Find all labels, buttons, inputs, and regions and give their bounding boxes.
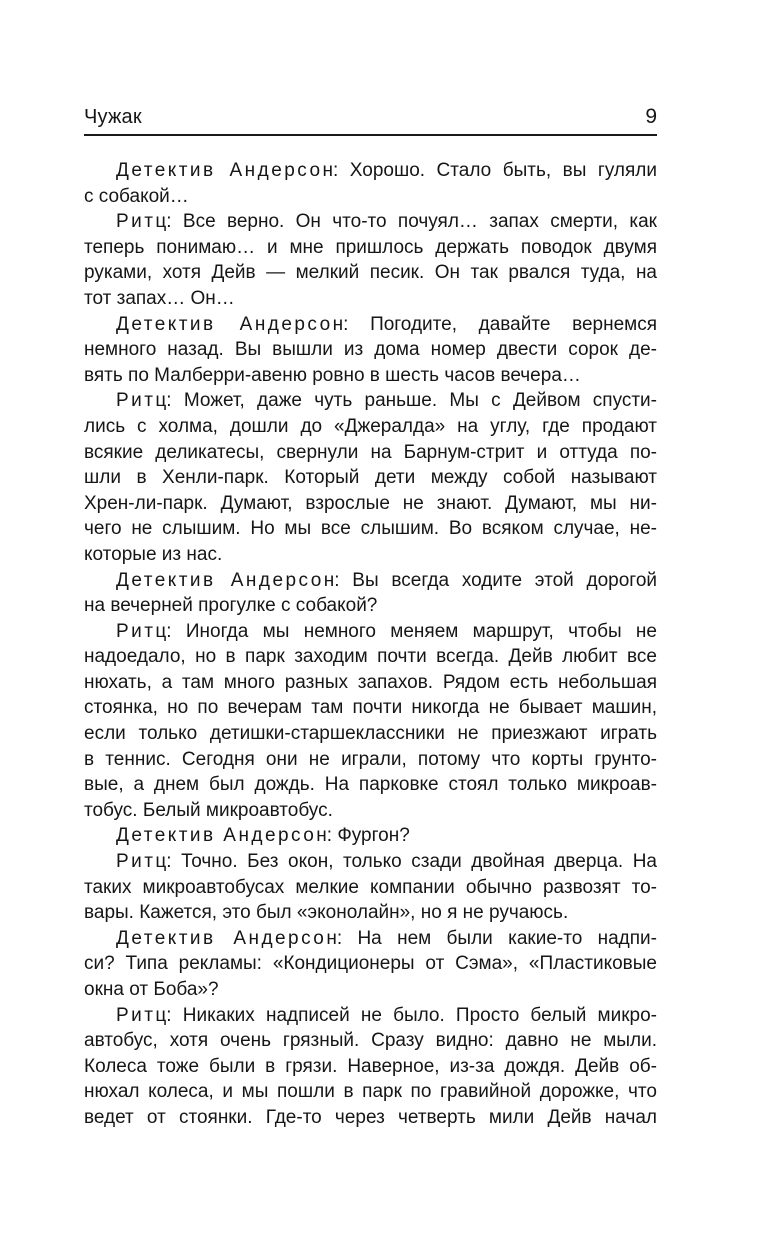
text-line: с собакой… bbox=[84, 185, 189, 207]
paragraph bbox=[84, 568, 657, 619]
text-line: Детектив Андерсон: Вы всегда ходите этой дорогой bbox=[116, 569, 657, 591]
text-line: в теннис. Сегодня они не играли, потому что корты грунто- bbox=[84, 748, 657, 770]
text-line: окна от Боба»? bbox=[84, 979, 219, 1000]
text-line: руками, хотя Дейв — мелкий песик. Он так рвался туда, на bbox=[84, 262, 657, 284]
book-title: Чужак bbox=[84, 106, 142, 128]
text-line: Детектив Андерсон: Погодите, давайте вернемся bbox=[116, 313, 657, 335]
speaker-name: Ритц bbox=[116, 390, 169, 412]
text-line: надоедало, но в парк заходим почти всегда. Дейв любит все bbox=[84, 646, 657, 668]
speaker-name: Ритц bbox=[116, 211, 169, 233]
text-line: вять по Малберри-авеню ровно в шесть часов вечера… bbox=[84, 364, 581, 386]
text-line: вары. Кажется, это был «эконолайн», но я не ручаюсь. bbox=[84, 902, 569, 924]
paragraph bbox=[84, 388, 657, 567]
paragraph bbox=[84, 209, 657, 311]
text-line: автобус, хотя очень грязный. Сразу видно: давно не мыли. bbox=[84, 1030, 657, 1052]
text-line: Детектив Андерсон: Хорошо. Стало быть, вы гуляли bbox=[116, 160, 657, 181]
text-line: нюхал колеса, и мы пошли в парк по гравийной дорожке, что bbox=[84, 1081, 657, 1103]
text-line: нюхать, а там много разных запахов. Рядом есть небольшая bbox=[84, 671, 657, 693]
page-number: 9 bbox=[645, 105, 657, 128]
text-line: Детектив Андерсон: На нем были какие-то надпи- bbox=[116, 927, 657, 949]
paragraph bbox=[84, 926, 657, 1003]
text-line: ведет от стоянки. Где-то через четверть мили Дейв начал bbox=[84, 1106, 657, 1128]
running-header bbox=[84, 106, 657, 136]
text-line: тот запах… Он… bbox=[84, 287, 235, 309]
text-line: стоянка, но по вечерам там почти никогда не бывает машин, bbox=[84, 697, 657, 719]
text-line: тобус. Белый микроавтобус. bbox=[84, 799, 333, 821]
speaker-name: Детектив Андерсон bbox=[116, 569, 337, 591]
text-line: которые из нас. bbox=[84, 543, 223, 565]
text-line: Ритц: Иногда мы немного меняем маршрут, чтобы не bbox=[116, 620, 657, 642]
text-line: вые, а днем был дождь. На парковке стоял только микроав- bbox=[84, 774, 657, 796]
text-line: лись с холма, дошли до «Джералда» на углу, где продают bbox=[84, 415, 657, 437]
paragraph bbox=[84, 619, 657, 824]
text-line: си? Типа рекламы: «Кондиционеры от Сэма», «Пластиковые bbox=[84, 953, 657, 975]
paragraph bbox=[84, 158, 657, 209]
text-line: теперь понимаю… и мне пришлось держать поводок двумя bbox=[84, 236, 657, 258]
text-line: Хрен-ли-парк. Думают, взрослые не знают. Думают, мы ни- bbox=[84, 492, 657, 514]
text-line: шли в Хенли-парк. Который дети между собой называют bbox=[84, 467, 657, 489]
text-line: таких микроавтобусах мелкие компании обычно развозят то- bbox=[84, 876, 657, 898]
text-column bbox=[84, 106, 657, 1131]
speaker-name: Детектив Андерсон bbox=[116, 927, 340, 949]
text-line: на вечерней прогулке с собакой? bbox=[84, 595, 378, 617]
text-line: всякие деликатесы, свернули на Барнум-стрит и оттуда по- bbox=[84, 441, 657, 463]
speaker-name: Детектив Андерсон bbox=[116, 160, 336, 181]
text-line: Детектив Андерсон: Фургон? bbox=[116, 825, 410, 847]
text-line: немного назад. Вы вышли из дома номер двести сорок де- bbox=[84, 339, 657, 361]
text-line: Колеса тоже были в грязи. Наверное, из-за дождя. Дейв об- bbox=[84, 1055, 657, 1077]
speaker-name: Детектив Андерсон bbox=[116, 825, 330, 847]
speaker-name: Ритц bbox=[116, 620, 169, 642]
paragraph bbox=[84, 312, 657, 389]
page-body bbox=[84, 158, 657, 1131]
text-line: если только детишки-старшеклассники не приезжают играть bbox=[84, 723, 657, 745]
paragraph bbox=[84, 823, 657, 849]
speaker-name: Ритц bbox=[116, 851, 169, 873]
text-line: Ритц: Точно. Без окон, только сзади двойная дверца. На bbox=[116, 851, 657, 873]
paragraph bbox=[84, 1003, 657, 1131]
paragraph bbox=[84, 849, 657, 926]
text-line: Ритц: Никаких надписей не было. Просто белый микро- bbox=[116, 1004, 657, 1026]
text-line: Ритц: Может, даже чуть раньше. Мы с Дейвом спусти- bbox=[116, 390, 657, 412]
text-line: Ритц: Все верно. Он что-то почуял… запах смерти, как bbox=[116, 211, 657, 233]
speaker-name: Ритц bbox=[116, 1004, 169, 1026]
speaker-name: Детектив Андерсон bbox=[116, 313, 346, 335]
text-line: чего не слышим. Но мы все слышим. Во всяком случае, не- bbox=[84, 518, 657, 540]
